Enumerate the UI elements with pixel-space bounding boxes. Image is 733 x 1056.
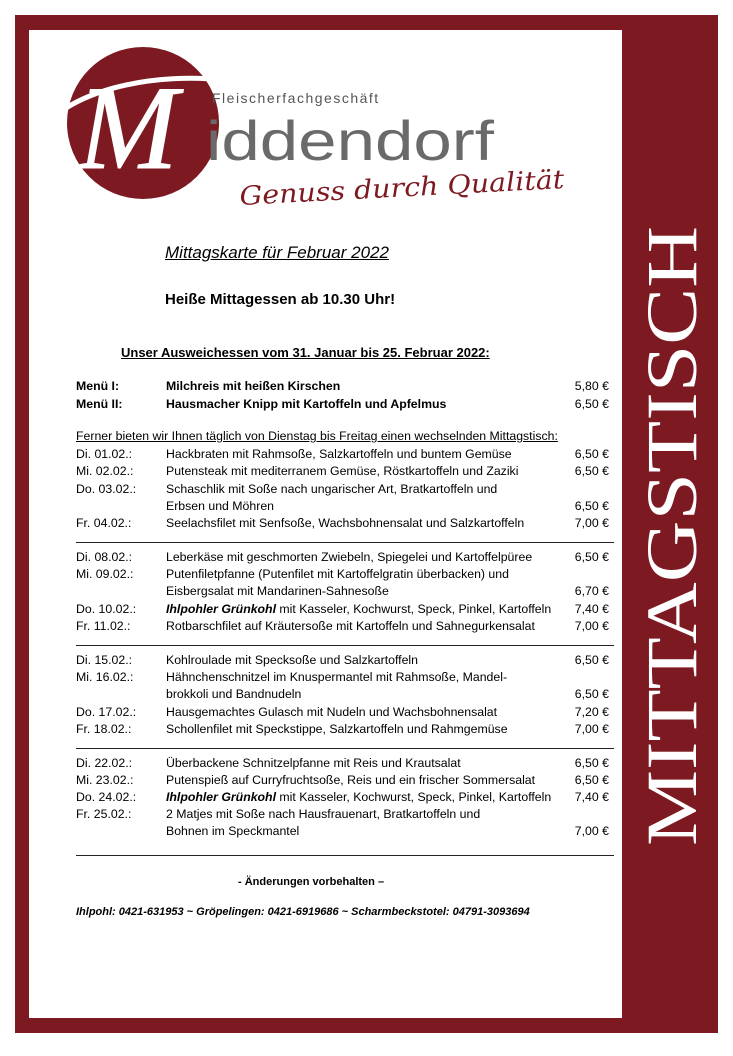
menu-price: 6,50 € bbox=[574, 756, 609, 770]
menu-dish: Seelachsfilet mit Senfsoße, Wachsbohnensalat und Salzkartoffeln bbox=[166, 516, 525, 530]
menu-day: Fr. 25.02.: bbox=[76, 807, 132, 821]
menu-day: Fr. 11.02.: bbox=[76, 619, 131, 633]
menu-dish: Überbackene Schnitzelpfanne mit Reis und Krautsalat bbox=[166, 756, 461, 770]
menu-price: 6,50 € bbox=[574, 499, 609, 513]
menu-dish: Rotbarschfilet auf Kräutersoße mit Kartoffeln und Sahnegurkensalat bbox=[166, 619, 535, 633]
menu-day: Do. 10.02.: bbox=[76, 602, 137, 616]
menu-dish: Leberkäse mit geschmorten Zwiebeln, Spiegelei und Kartoffelpüree bbox=[166, 550, 533, 564]
menu-dish: Erbsen und Möhren bbox=[166, 499, 275, 513]
logo bbox=[0, 0, 733, 230]
menu-dish: Putenspieß auf Curryfruchtsoße, Reis und ein frischer Sommersalat bbox=[166, 773, 536, 787]
alternative-meal-heading: Unser Ausweichessen vom 31. Januar bis 25. Februar 2022: bbox=[121, 345, 490, 360]
week-divider bbox=[76, 542, 614, 543]
menu-dish: Hausmacher Knipp mit Kartoffeln und Apfelmus bbox=[166, 397, 447, 411]
dish-highlight: Ihlpohler Grünkohl bbox=[166, 602, 276, 616]
menu-price: 7,00 € bbox=[574, 516, 609, 530]
menu-day: Do. 03.02.: bbox=[76, 482, 137, 496]
menu-dish: Hähnchenschnitzel im Knuspermantel mit Rahmsoße, Mandel- bbox=[166, 670, 508, 684]
menu-day: Mi. 23.02.: bbox=[76, 773, 134, 787]
menu-dish: Eisbergsalat mit Mandarinen-Sahnesoße bbox=[166, 584, 389, 598]
menu-dish: mit Kasseler, Kochwurst, Speck, Pinkel, Kartoffeln bbox=[276, 790, 552, 804]
menu-price: 7,00 € bbox=[574, 824, 609, 838]
menu-price: 6,50 € bbox=[574, 773, 609, 787]
menu-dish-line bbox=[166, 601, 551, 618]
side-title bbox=[624, 220, 718, 850]
lunch-time-heading: Heiße Mittagessen ab 10.30 Uhr! bbox=[165, 291, 396, 308]
menu-dish: Schollenfilet mit Speckstippe, Salzkartoffeln und Rahmgemüse bbox=[166, 722, 508, 736]
menu-price: 6,70 € bbox=[574, 584, 609, 598]
logo-monogram: M bbox=[78, 61, 178, 194]
week-divider bbox=[76, 645, 614, 646]
menu-dish: Hausgemachtes Gulasch mit Nudeln und Wachsbohnensalat bbox=[166, 705, 498, 719]
menu-day: Mi. 16.02.: bbox=[76, 670, 134, 684]
menu-dish: Hackbraten mit Rahmsoße, Salzkartoffeln und buntem Gemüse bbox=[166, 447, 512, 461]
menu-dish: Putensteak mit mediterranem Gemüse, Röstkartoffeln und Zaziki bbox=[166, 464, 519, 478]
menu-day: Mi. 02.02.: bbox=[76, 464, 134, 478]
menu-price: 7,40 € bbox=[574, 602, 609, 616]
menu-day: Mi. 09.02.: bbox=[76, 567, 134, 581]
menu-day: Do. 17.02.: bbox=[76, 705, 137, 719]
menu-price: 6,50 € bbox=[574, 464, 609, 478]
contact-phone-numbers: Ihlpohl: 0421-631953 ~ Gröpelingen: 0421-6919686 ~ Scharmbeckstotel: 04791-3093694 bbox=[76, 906, 530, 918]
menu-dish: brokkoli und Bandnudeln bbox=[166, 687, 302, 701]
menu-day: Fr. 04.02.: bbox=[76, 516, 132, 530]
brand-slogan: Genuss durch Qualität bbox=[238, 166, 537, 212]
menu-day: Di. 15.02.: bbox=[76, 653, 133, 667]
dish-highlight: Ihlpohler Grünkohl bbox=[166, 790, 276, 804]
menu-dish: Kohlroulade mit Specksoße und Salzkartoffeln bbox=[166, 653, 419, 667]
menu-price: 6,50 € bbox=[574, 550, 609, 564]
side-title-text: MITTAGSTISCH bbox=[632, 323, 712, 846]
menu-dish: Milchreis mit heißen Kirschen bbox=[166, 379, 341, 393]
menu-price: 6,50 € bbox=[574, 447, 609, 461]
menu-dish: mit Kasseler, Kochwurst, Speck, Pinkel, Kartoffeln bbox=[276, 602, 552, 616]
menu-price: 5,80 € bbox=[574, 379, 609, 393]
menu-price: 6,50 € bbox=[574, 397, 609, 411]
week-divider bbox=[76, 855, 614, 856]
menu-price: 7,40 € bbox=[574, 790, 609, 804]
brand-name: iddendorf bbox=[206, 109, 495, 172]
daily-menu-intro: Ferner bieten wir Ihnen täglich von Dienstag bis Freitag einen wechselnden Mittagstisch: bbox=[76, 429, 558, 443]
menu-day: Di. 01.02.: bbox=[76, 447, 133, 461]
menu-price: 7,20 € bbox=[574, 705, 609, 719]
menu-day: Di. 08.02.: bbox=[76, 550, 133, 564]
menu-dish: Putenfiletpfanne (Putenfilet mit Kartoffelgratin überbacken) und bbox=[166, 567, 509, 581]
week-divider bbox=[76, 748, 614, 749]
menu-price: 6,50 € bbox=[574, 687, 609, 701]
menu-day: Di. 22.02.: bbox=[76, 756, 133, 770]
menu-label: Menü II: bbox=[76, 397, 123, 411]
brand-subtitle: Fleischerfachgeschäft bbox=[212, 90, 380, 106]
menu-price: 6,50 € bbox=[574, 653, 609, 667]
menu-dish-line bbox=[166, 789, 551, 806]
menu-title: Mittagskarte für Februar 2022 bbox=[165, 243, 389, 262]
menu-dish: Bohnen im Speckmantel bbox=[166, 824, 300, 838]
menu-label: Menü I: bbox=[76, 379, 120, 393]
menu-dish: 2 Matjes mit Soße nach Hausfrauenart, Bratkartoffeln und bbox=[166, 807, 481, 821]
menu-price: 7,00 € bbox=[574, 722, 609, 736]
menu-day: Do. 24.02.: bbox=[76, 790, 137, 804]
menu-dish: Schaschlik mit Soße nach ungarischer Art, Bratkartoffeln und bbox=[166, 482, 498, 496]
changes-reserved-note: - Änderungen vorbehalten – bbox=[238, 876, 385, 888]
menu-day: Fr. 18.02.: bbox=[76, 722, 132, 736]
menu-price: 7,00 € bbox=[574, 619, 609, 633]
